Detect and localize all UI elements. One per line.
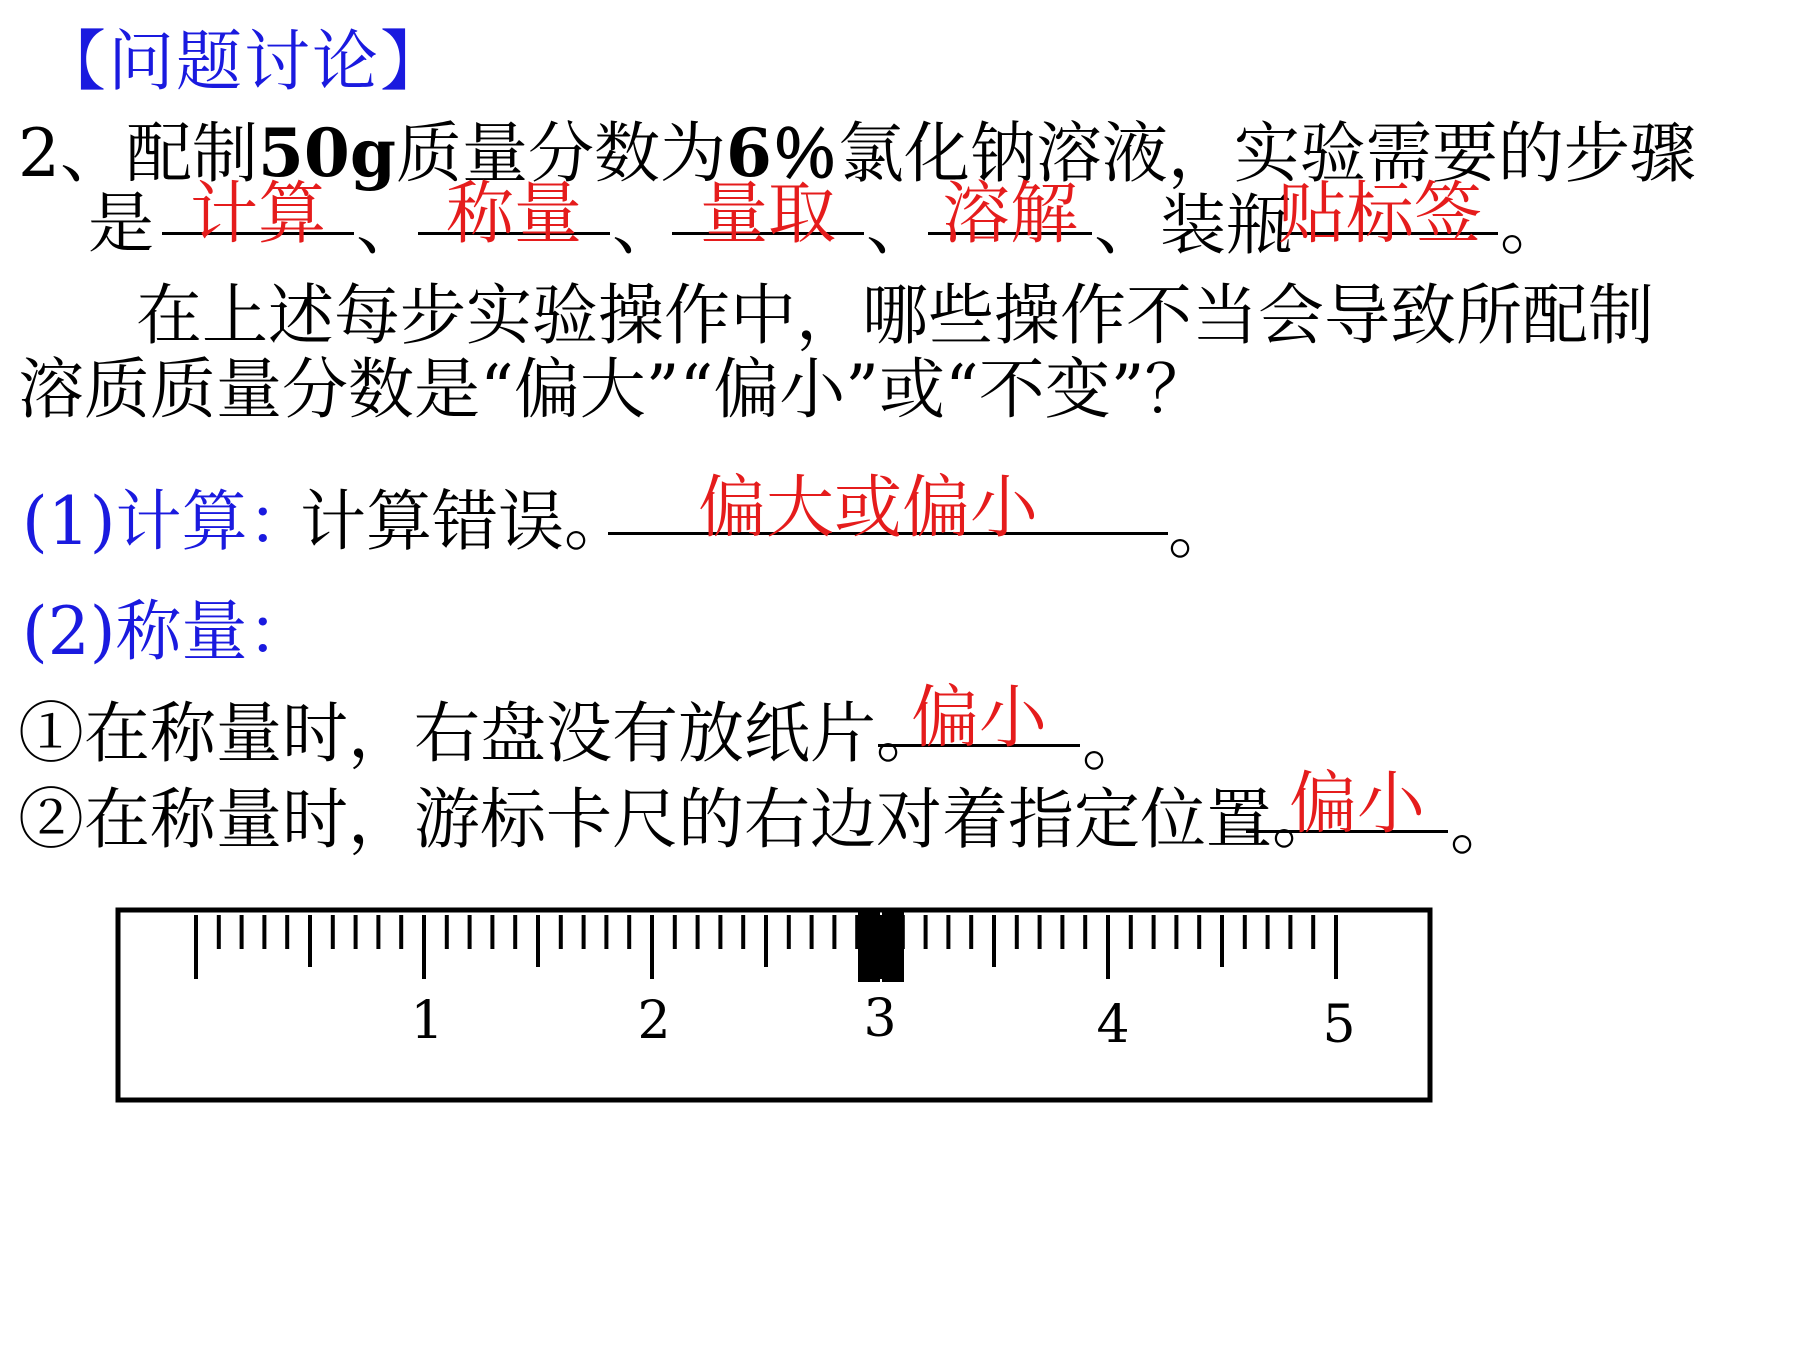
- rider-block-1[interactable]: [858, 910, 880, 982]
- step-answer-3: 量取: [699, 175, 836, 254]
- item-1-end: 。: [1168, 491, 1234, 568]
- ruler-label-3: 3: [863, 989, 897, 1049]
- step-answer-5: 贴标签: [1277, 175, 1482, 254]
- ruler-label-5: 5: [1322, 995, 1356, 1055]
- item-1-answer: 偏大或偏小: [697, 469, 1038, 548]
- paragraph-line-2: 溶质质量分数是“偏大”“偏小”或“不变”？: [18, 351, 1211, 428]
- paragraph-line-1: 在上述每步实验操作中，哪些操作不当会导致所配制: [136, 277, 1654, 354]
- ruler-label-1: 1: [410, 991, 444, 1051]
- step-answer-1: 计算: [189, 175, 326, 254]
- sub-2-text: ②在称量时，游标卡尺的右边对着指定位置。: [18, 781, 1338, 858]
- ruler-label-2: 2: [637, 991, 671, 1051]
- sub-1-text: ①在称量时，右盘没有放纸片。: [18, 695, 942, 772]
- separator-1: 、: [356, 187, 422, 264]
- item-1-label: (1)计算：: [22, 483, 314, 560]
- question-end: 。: [1500, 187, 1566, 264]
- rider-block-2[interactable]: [882, 910, 904, 982]
- ruler-label-4: 4: [1096, 995, 1130, 1055]
- step-answer-4: 溶解: [941, 175, 1078, 254]
- sub-2-end: 。: [1450, 787, 1516, 864]
- step-answer-2: 称量: [445, 175, 582, 254]
- separator-3: 、: [866, 187, 932, 264]
- question-mass: 50g: [258, 114, 396, 192]
- item-1-text: 计算错误。: [300, 483, 630, 560]
- section-heading: 【问题讨论】: [40, 23, 448, 100]
- sub-1-end: 。: [1082, 703, 1148, 780]
- sub-2-answer: 偏小: [1288, 765, 1425, 844]
- ruler-frame: [118, 910, 1430, 1100]
- separator-2: 、: [612, 187, 678, 264]
- bottling-text: 、装瓶: [1094, 187, 1292, 264]
- question-percent: 6％: [726, 114, 838, 192]
- question-tail: 氯化钠溶液，实验需要的步骤: [837, 115, 1696, 192]
- question-number: 2、配制: [18, 115, 258, 192]
- question-mid: 质量分数为: [396, 115, 726, 192]
- sub-1-answer: 偏小: [910, 679, 1047, 758]
- item-2-label: (2)称量：: [22, 593, 314, 670]
- question-line-2-prefix: 是: [88, 185, 154, 262]
